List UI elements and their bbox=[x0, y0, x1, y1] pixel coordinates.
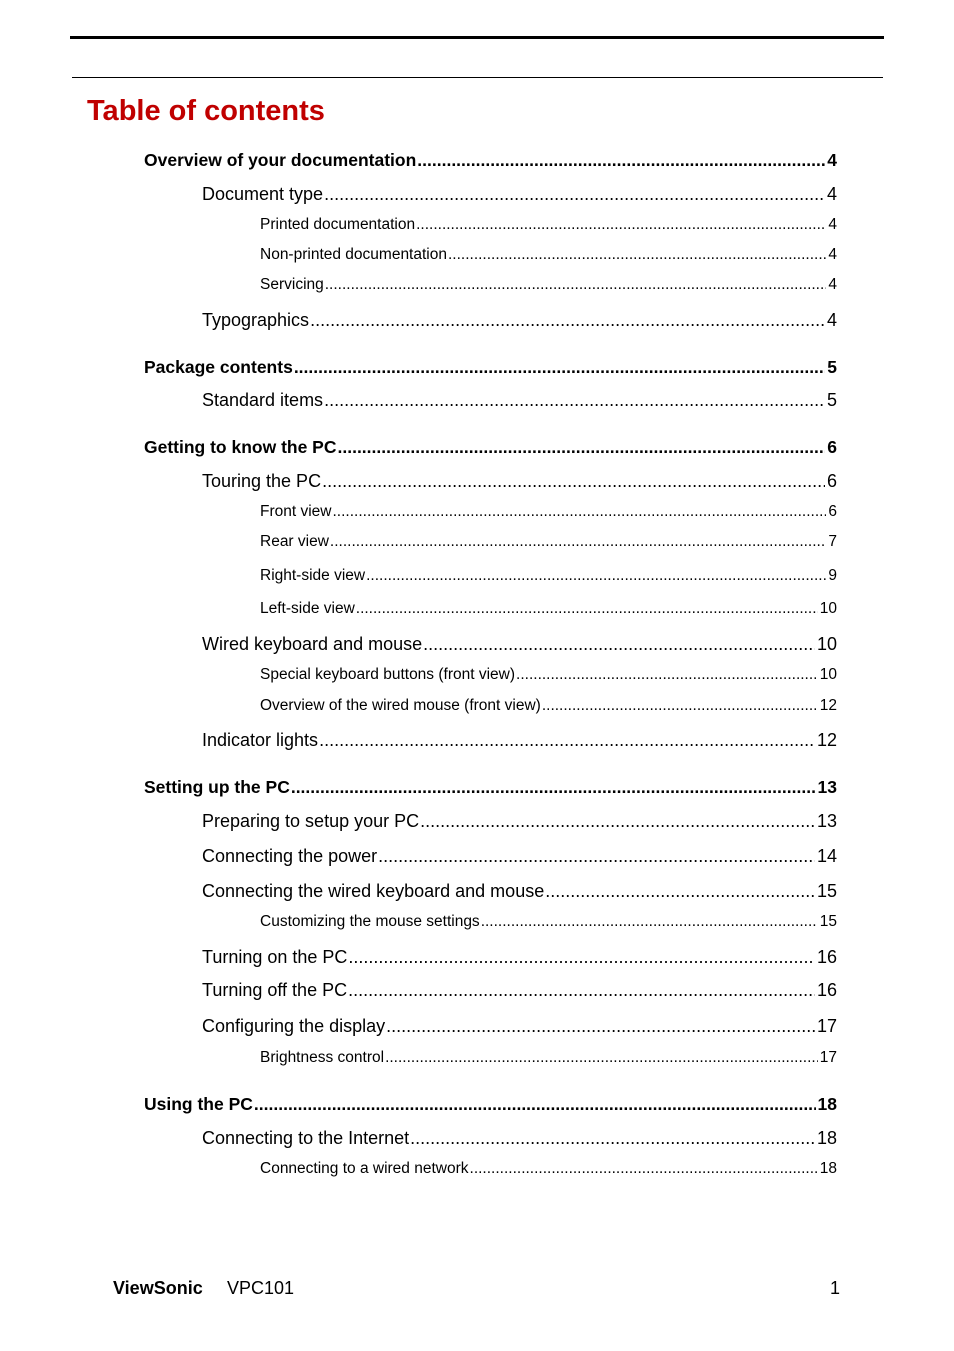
toc-entry-page-number: 4 bbox=[826, 310, 837, 330]
toc-entry-title: Connecting the wired keyboard and mouse bbox=[202, 881, 545, 901]
toc-entry-level-3[interactable] bbox=[260, 695, 837, 717]
header-rule-thin bbox=[72, 77, 883, 78]
toc-entry-title: Left-side view bbox=[260, 600, 355, 617]
toc-entry-title: Connecting the power bbox=[202, 846, 378, 866]
footer-page-number: 1 bbox=[830, 1278, 841, 1298]
toc-dot-leader bbox=[481, 911, 818, 933]
toc-dot-leader bbox=[324, 388, 825, 412]
toc-dot-leader bbox=[348, 978, 815, 1002]
toc-entry-title: Turning on the PC bbox=[202, 947, 348, 967]
toc-dot-leader bbox=[348, 945, 815, 969]
toc-dot-leader bbox=[254, 1092, 816, 1116]
toc-entry-level-2[interactable] bbox=[202, 1014, 837, 1038]
toc-entry-level-3[interactable] bbox=[260, 598, 837, 620]
toc-entry-level-2[interactable] bbox=[202, 469, 837, 493]
toc-entry-page-number: 15 bbox=[816, 881, 837, 901]
toc-entry-page-number: 18 bbox=[819, 1160, 837, 1177]
toc-entry-title: Connecting to a wired network bbox=[260, 1160, 469, 1177]
toc-entry-page-number: 7 bbox=[828, 533, 837, 550]
toc-entry-title: Standard items bbox=[202, 390, 324, 410]
toc-entry-title: Right-side view bbox=[260, 567, 366, 584]
footer-model: VPC101 bbox=[227, 1278, 295, 1298]
toc-entry-level-3[interactable] bbox=[260, 664, 837, 686]
toc-entry-page-number: 16 bbox=[816, 947, 837, 967]
toc-entry-page-number: 12 bbox=[819, 697, 837, 714]
toc-dot-leader bbox=[423, 632, 815, 656]
toc-entry-title: Brightness control bbox=[260, 1049, 385, 1066]
toc-dot-leader bbox=[410, 1126, 815, 1150]
toc-dot-leader bbox=[516, 664, 818, 686]
toc-entry-title: Turning off the PC bbox=[202, 980, 348, 1000]
toc-entry-level-1[interactable] bbox=[144, 775, 837, 799]
toc-entry-level-3[interactable] bbox=[260, 1047, 837, 1069]
toc-entry-level-3[interactable] bbox=[260, 244, 837, 266]
toc-entry-page-number: 6 bbox=[826, 471, 837, 491]
toc-entry-title: Overview of your documentation bbox=[144, 150, 417, 170]
toc-dot-leader bbox=[416, 214, 826, 236]
toc-entry-level-3[interactable] bbox=[260, 531, 837, 553]
toc-entry-title: Overview of the wired mouse (front view) bbox=[260, 697, 541, 714]
toc-entry-page-number: 6 bbox=[827, 437, 837, 457]
toc-dot-leader bbox=[294, 355, 825, 379]
toc-entry-level-3[interactable] bbox=[260, 911, 837, 933]
toc-entry-page-number: 14 bbox=[816, 846, 837, 866]
toc-entry-page-number: 4 bbox=[826, 184, 837, 204]
toc-entry-level-2[interactable] bbox=[202, 945, 837, 969]
toc-entry-title: Getting to know the PC bbox=[144, 437, 337, 457]
toc-entry-title: Preparing to setup your PC bbox=[202, 811, 420, 831]
toc-dot-leader bbox=[448, 244, 826, 266]
toc-entry-page-number: 13 bbox=[817, 777, 837, 797]
toc-dot-leader bbox=[291, 775, 816, 799]
toc-entry-page-number: 10 bbox=[819, 600, 837, 617]
toc-entry-title: Front view bbox=[260, 503, 332, 520]
toc-entry-page-number: 10 bbox=[816, 634, 837, 654]
toc-entry-level-3[interactable] bbox=[260, 1158, 837, 1180]
toc-entry-page-number: 4 bbox=[828, 276, 837, 293]
toc-entry-page-number: 5 bbox=[826, 390, 837, 410]
toc-entry-level-3[interactable] bbox=[260, 565, 837, 587]
footer-brand: ViewSonic bbox=[113, 1278, 203, 1298]
toc-entry-title: Touring the PC bbox=[202, 471, 322, 491]
toc-dot-leader bbox=[470, 1158, 818, 1180]
toc-entry-page-number: 12 bbox=[816, 730, 837, 750]
toc-dot-leader bbox=[542, 695, 818, 717]
toc-entry-page-number: 10 bbox=[819, 666, 837, 683]
toc-dot-leader bbox=[545, 879, 815, 903]
toc-entry-title: Connecting to the Internet bbox=[202, 1128, 410, 1148]
toc-entry-page-number: 4 bbox=[828, 216, 837, 233]
toc-dot-leader bbox=[366, 565, 826, 587]
toc-entry-title: Non-printed documentation bbox=[260, 246, 447, 263]
toc-entry-level-2[interactable] bbox=[202, 879, 837, 903]
toc-entry-title: Typographics bbox=[202, 310, 310, 330]
toc-entry-title: Document type bbox=[202, 184, 324, 204]
toc-entry-title: Rear view bbox=[260, 533, 329, 550]
toc-entry-title: Customizing the mouse settings bbox=[260, 913, 480, 930]
toc-dot-leader bbox=[385, 1047, 818, 1069]
toc-entry-page-number: 4 bbox=[828, 246, 837, 263]
toc-entry-title: Wired keyboard and mouse bbox=[202, 634, 423, 654]
toc-entry-title: Special keyboard buttons (front view) bbox=[260, 666, 516, 683]
toc-entry-title: Configuring the display bbox=[202, 1016, 386, 1036]
toc-dot-leader bbox=[330, 531, 826, 553]
toc-entry-title: Indicator lights bbox=[202, 730, 319, 750]
toc-entry-title: Setting up the PC bbox=[144, 777, 290, 797]
toc-entry-title: Using the PC bbox=[144, 1094, 253, 1114]
toc-dot-leader bbox=[417, 148, 825, 172]
toc-entry-level-1[interactable] bbox=[144, 1092, 837, 1116]
toc-entry-page-number: 5 bbox=[827, 357, 837, 377]
toc-dot-leader bbox=[386, 1014, 815, 1038]
toc-entry-page-number: 18 bbox=[816, 1128, 837, 1148]
toc-entry-page-number: 18 bbox=[817, 1094, 837, 1114]
toc-entry-level-1[interactable] bbox=[144, 435, 837, 459]
toc-entry-level-3[interactable] bbox=[260, 214, 837, 236]
toc-entry-level-2[interactable] bbox=[202, 182, 837, 206]
toc-entry-level-2[interactable] bbox=[202, 978, 837, 1002]
toc-dot-leader bbox=[338, 435, 826, 459]
toc-entry-level-2[interactable] bbox=[202, 728, 837, 752]
toc-dot-leader bbox=[324, 182, 825, 206]
toc-dot-leader bbox=[420, 809, 815, 833]
toc-dot-leader bbox=[356, 598, 818, 620]
toc-entry-page-number: 17 bbox=[819, 1049, 837, 1066]
toc-entry-level-3[interactable] bbox=[260, 501, 837, 523]
toc-entry-page-number: 15 bbox=[819, 913, 837, 930]
toc-entry-level-2[interactable] bbox=[202, 844, 837, 868]
toc-entry-level-2[interactable] bbox=[202, 308, 837, 332]
toc-dot-leader bbox=[310, 308, 825, 332]
toc-entry-level-2[interactable] bbox=[202, 809, 837, 833]
toc-entry-page-number: 13 bbox=[816, 811, 837, 831]
toc-dot-leader bbox=[378, 844, 815, 868]
toc-entry-page-number: 4 bbox=[827, 150, 837, 170]
toc-entry-title: Printed documentation bbox=[260, 216, 416, 233]
page-title: Table of contents bbox=[87, 95, 325, 127]
toc-dot-leader bbox=[319, 728, 815, 752]
toc-dot-leader bbox=[333, 501, 827, 523]
toc-entry-level-2[interactable] bbox=[202, 388, 837, 412]
toc-entry-page-number: 16 bbox=[816, 980, 837, 1000]
header-rule-thick bbox=[70, 36, 884, 39]
toc-entry-page-number: 9 bbox=[828, 567, 837, 584]
toc-entry-page-number: 17 bbox=[816, 1016, 837, 1036]
toc-entry-level-1[interactable] bbox=[144, 355, 837, 379]
toc-entry-title: Package contents bbox=[144, 357, 293, 377]
toc-entry-level-2[interactable] bbox=[202, 1126, 837, 1150]
toc-dot-leader bbox=[322, 469, 825, 493]
toc-entry-level-3[interactable] bbox=[260, 274, 837, 296]
toc-entry-level-2[interactable] bbox=[202, 632, 837, 656]
toc-entry-title: Servicing bbox=[260, 276, 324, 293]
toc-entry-page-number: 6 bbox=[828, 503, 837, 520]
toc-dot-leader bbox=[325, 274, 827, 296]
toc-entry-level-1[interactable] bbox=[144, 148, 837, 172]
